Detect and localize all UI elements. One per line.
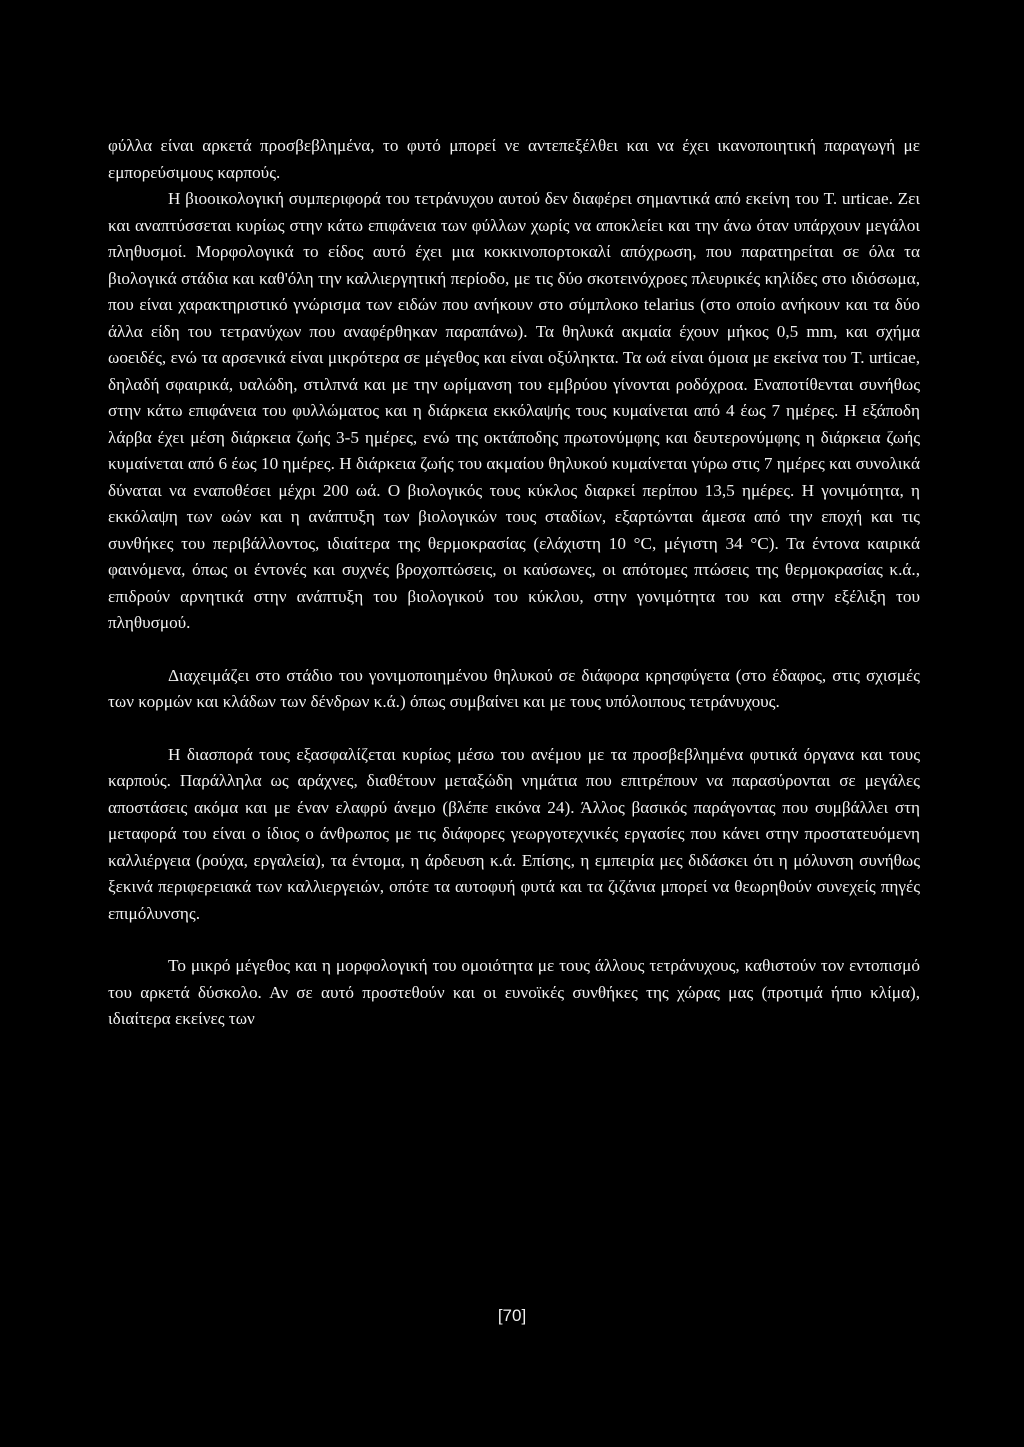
page-number: [70] <box>497 1306 527 1325</box>
paragraph-1: φύλλα είναι αρκετά προσβεβλημένα, το φυτό μπορεί νε αντεπεξέλθει και να έχει ικανοποιητική παραγωγή με εμπορεύσιμους καρπούς. <box>108 136 920 182</box>
paragraph-gap <box>108 927 920 953</box>
paragraph-4: Η διασπορά τους εξασφαλίζεται κυρίως μέσω του ανέμου με τα προσβεβλημένα φυτικά όργανα και τους καρπούς. Παράλληλα ως αράχνες, διαθέτουν μεταξώδη νημάτια που επιτρέπουν να παρασύρονται σε μεγάλες αποστάσεις ακόμα και με έναν ελαφρύ άνεμο (βλέπε εικόνα 24). Άλλος βασικός παράγοντας που συμβάλλει στη μεταφορά του είναι ο ίδιος ο άνθρωπος με τις διάφορες γεωργοτεχνικές εργασίες που κάνει στην προστατευόμενη καλλιέργεια (ρούχα, εργαλεία), τα έντομα, η άρδευση κ.ά. Επίσης, η εμπειρία μες διδάσκει ότι η μόλυνση συνήθως ξεκινά περιφερειακά των καλλιεργειών, οπότε τα αυτοφυή φυτά και τα ζιζάνια μπορεί να θεωρηθούν συνεχείς πηγές επιμόλυνσης. <box>108 744 920 923</box>
paragraph-5: Το μικρό μέγεθος και η μορφολογική του ομοιότητα με τους άλλους τετράνυχους, καθιστούν τον εντοπισμό του αρκετά δύσκολο. Αν σε αυτό προστεθούν και οι ευνοϊκές συνθήκες της χώρας μας (προτιμά ήπιο κλίμα), ιδιαίτερα εκείνες των <box>108 956 920 1028</box>
paragraph-gap <box>108 637 920 663</box>
paragraph-gap <box>108 716 920 742</box>
page-body <box>108 133 920 1033</box>
paragraph-3: Διαχειμάζει στο στάδιο του γονιμοποιημένου θηλυκού σε διάφορα κρησφύγετα (στο έδαφος, στις σχισμές των κορμών και κλάδων των δένδρων κ.ά.) όπως συμβαίνει και με τους υπόλοιπους τετράνυχους. <box>108 665 920 711</box>
paragraph-2: Η βιοοικολογική συμπεριφορά του τετράνυχου αυτού δεν διαφέρει σημαντικά από εκείνη του T. urticae. Ζει και αναπτύσσεται κυρίως στην κάτω επιφάνεια των φύλλων χωρίς να αποκλείει και την άνω όταν υπάρχουν μεγάλοι πληθυσμοί. Μορφολογικά το είδος αυτό έχει μια κοκκινοπορτοκαλί απόχρωση, που παρατηρείται σε όλα τα βιολογικά στάδια και καθ'όλη την καλλιεργητική περίοδο, με τις δύο σκοτεινόχροες πλευρικές κηλίδες στο ιδιόσωμα, που είναι χαρακτηριστικό γνώρισμα των ειδών που ανήκουν στο σύμπλοκο telarius (στο οποίο ανήκουν και τα δύο άλλα είδη του τετρανύχων που αναφέρθηκαν παραπάνω). Τα θηλυκά ακμαία έχουν μήκος 0,5 mm, και σχήμα ωοειδές, ενώ τα αρσενικά είναι μικρότερα σε μέγεθος και είναι οξύληκτα. Τα ωά είναι όμοια με εκείνα του T. urticae, δηλαδή σφαιρικά, υαλώδη, στιλπνά και με την ωρίμανση του εμβρύου γίνονται ροδόχροα. Εναποτίθενται συνήθως στην κάτω επιφάνεια του φυλλώματος και η διάρκεια εκκόλαψής τους κυμαίνεται από 4 έως 7 ημέρες. Η εξάποδη λάρβα έχει μέση διάρκεια ζωής 3-5 ημέρες, ενώ της οκτάποδης πρωτονύμφης και δευτερονύμφης η διάρκεια ζωής κυμαίνεται από 6 έως 10 ημέρες. Η διάρκεια ζωής του ακμαίου θηλυκού κυμαίνεται γύρω στις 7 ημέρες και συνολικά δύναται να εναποθέσει μέχρι 200 ωά. Ο βιολογικός τους κύκλος διαρκεί περίπου 13,5 ημέρες. Η γονιμότητα, η εκκόλαψη των ωών και η ανάπτυξη των βιολογικών τους σταδίων, εξαρτώνται άμεσα από την εποχή και τις συνθήκες του περιβάλλοντος, ιδιαίτερα της θερμοκρασίας (ελάχιστη 10 °C, μέγιστη 34 °C). Τα έντονα καιρικά φαινόμενα, όπως οι έντονές και συχνές βροχοπτώσεις, οι καύσωνες, οι απότομες πτώσεις της θερμοκρασίας κ.ά., επιδρούν αρνητικά στην ανάπτυξη του βιολογικού του κύκλου, στην γονιμότητα του και στην εξέλιξη του πληθυσμού. <box>108 189 920 632</box>
